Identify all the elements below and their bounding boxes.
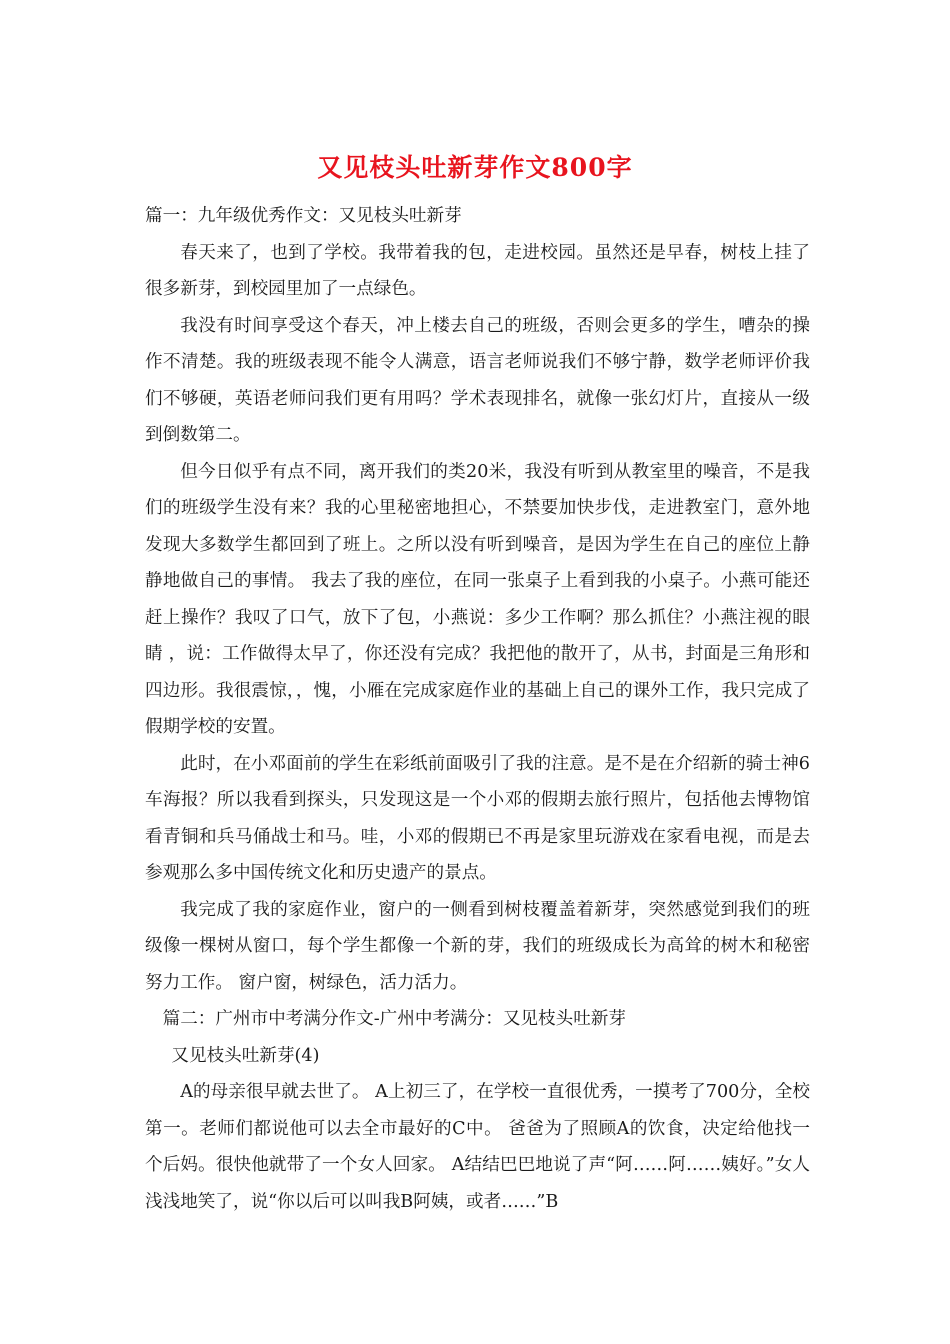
paragraph: 我没有时间享受这个春天，冲上楼去自己的班级，否则会更多的学生，嘈杂的操作不清楚。我的班级表现不能令人满意，语言老师说我们不够宁静，数学老师评价我们不够硬，英语老师问我们更有用吗？学术表现排名，就像一张幻灯片，直接从一级到倒数第二。 [145, 315, 810, 445]
subheading: 又见枝头吐新芽(4) [171, 1045, 320, 1066]
paragraph: A的母亲很早就去世了。 A上初三了，在学校一直很优秀，一摸考了700分，全校第一。老师们都说他可以去全市最好的C中。 爸爸为了照顾A的饮食，决定给他找一个后妈。很快他就带了一个女人回家。 A结结巴巴地说了声“阿……阿……姨好。”女人浅浅地笑了，说“你以后可以叫我B阿姨，或者……”B [145, 1082, 810, 1212]
paragraph: 春天来了，也到了学校。我带着我的包，走进校园。虽然还是早春，树枝上挂了很多新芽，到校园里加了一点绿色。 [145, 242, 810, 299]
paragraph: 我完成了我的家庭作业，窗户的一侧看到树枝覆盖着新芽，突然感觉到我们的班级像一棵树从窗口，每个学生都像一个新的芽，我们的班级成长为高耸的树木和秘密努力工作。 窗户窗，树绿色，活力活力。 [145, 899, 810, 993]
section-heading-1: 篇一：九年级优秀作文：又见枝头吐新芽 [145, 206, 462, 226]
document-title: 又见枝头吐新芽作文800字 [317, 153, 633, 182]
paragraph: 此时，在小邓面前的学生在彩纸前面吸引了我的注意。是不是在介绍新的骑士神6车海报？所以我看到探头，只发现这是一个小邓的假期去旅行照片，包括他去博物馆看青铜和兵马俑战士和马。哇，小邓的假期已不再是家里玩游戏在家看电视，而是去参观那么多中国传统文化和历史遗产的景点。 [145, 753, 810, 883]
section-heading-2: 篇二：广州市中考满分作文-广州中考满分：又见枝头吐新芽 [162, 1009, 626, 1029]
paragraph: 但今日似乎有点不同，离开我们的类20米，我没有听到从教室里的噪音，不是我们的班级学生没有来？我的心里秘密地担心，不禁要加快步伐，走进教室门，意外地发现大多数学生都回到了班上。之所以没有听到噪音，是因为学生在自己的座位上静静地做自己的事情。 我去了我的座位，在同一张桌子上看到我的小桌子。小燕可能还赶上操作？我叹了口气，放下了包，小燕说：多少工作啊？那么抓住？小燕注视的眼睛 ，说：工作做得太早了，你还没有完成？我把他的散开了，从书，封面是三角形和四边形。我很震惊，，愧，小雁在完成家庭作业的基础上自己的课外工作，我只完成了假期学校的安置。 [145, 461, 810, 737]
document-body [145, 198, 810, 1220]
